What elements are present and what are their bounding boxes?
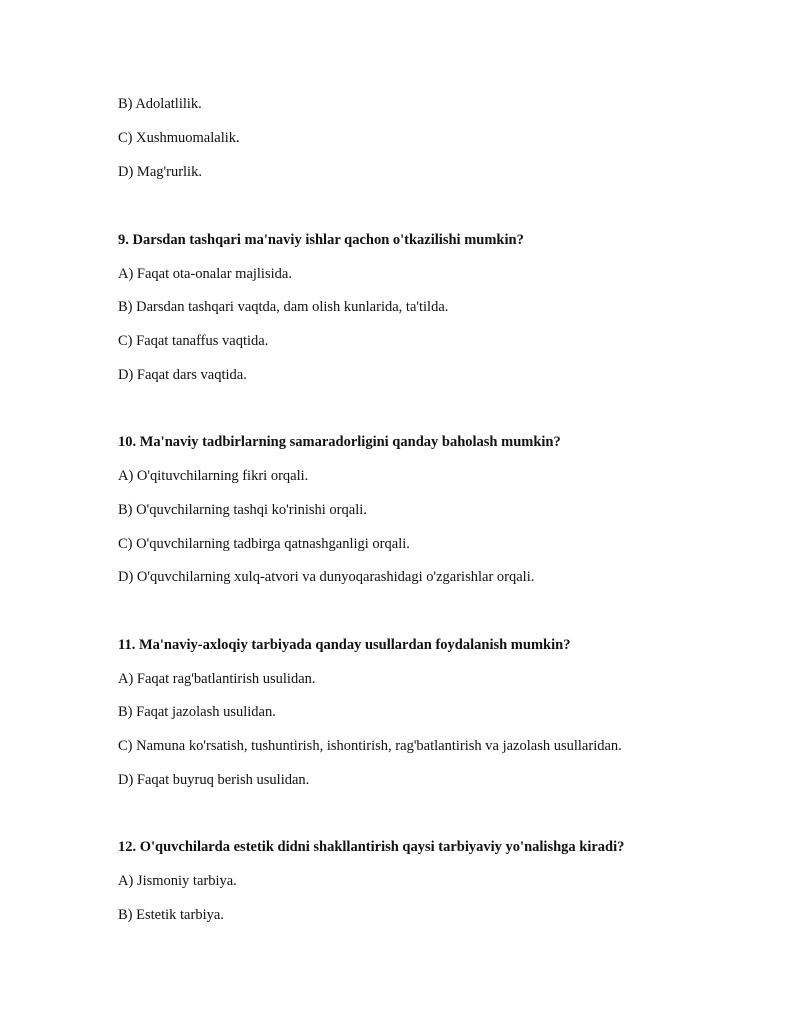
question-9: 9. Darsdan tashqari ma'naviy ishlar qachon o'tkazilishi mumkin? (118, 232, 524, 248)
option-c: C) Xushmuomalalik. (118, 130, 240, 146)
option-a: A) Faqat rag'batlantirish usulidan. (118, 671, 316, 687)
question-12: 12. O'quvchilarda estetik didni shakllantirish qaysi tarbiyaviy yo'nalishga kiradi? (118, 839, 625, 855)
option-b: B) Estetik tarbiya. (118, 907, 224, 923)
option-c: C) Namuna ko'rsatish, tushuntirish, ishontirish, rag'batlantirish va jazolash usullaridan. (118, 738, 622, 754)
option-a: A) Jismoniy tarbiya. (118, 873, 237, 889)
option-d: D) O'quvchilarning xulq-atvori va dunyoqarashidagi o'zgarishlar orqali. (118, 569, 535, 585)
option-b: B) O'quvchilarning tashqi ko'rinishi orqali. (118, 502, 367, 518)
question-11: 11. Ma'naviy-axloqiy tarbiyada qanday usullardan foydalanish mumkin? (118, 637, 571, 653)
option-a: A) Faqat ota-onalar majlisida. (118, 266, 292, 282)
option-c: C) O'quvchilarning tadbirga qatnashganligi orqali. (118, 536, 410, 552)
question-10: 10. Ma'naviy tadbirlarning samaradorligini qanday baholash mumkin? (118, 434, 561, 450)
option-d: D) Mag'rurlik. (118, 164, 202, 180)
option-a: A) O'qituvchilarning fikri orqali. (118, 468, 309, 484)
option-d: D) Faqat buyruq berish usulidan. (118, 772, 310, 788)
option-c: C) Faqat tanaffus vaqtida. (118, 333, 269, 349)
option-d: D) Faqat dars vaqtida. (118, 367, 247, 383)
option-b: B) Faqat jazolash usulidan. (118, 704, 276, 720)
option-b: B) Adolatlilik. (118, 96, 202, 112)
option-b: B) Darsdan tashqari vaqtda, dam olish kunlarida, ta'tilda. (118, 299, 449, 315)
